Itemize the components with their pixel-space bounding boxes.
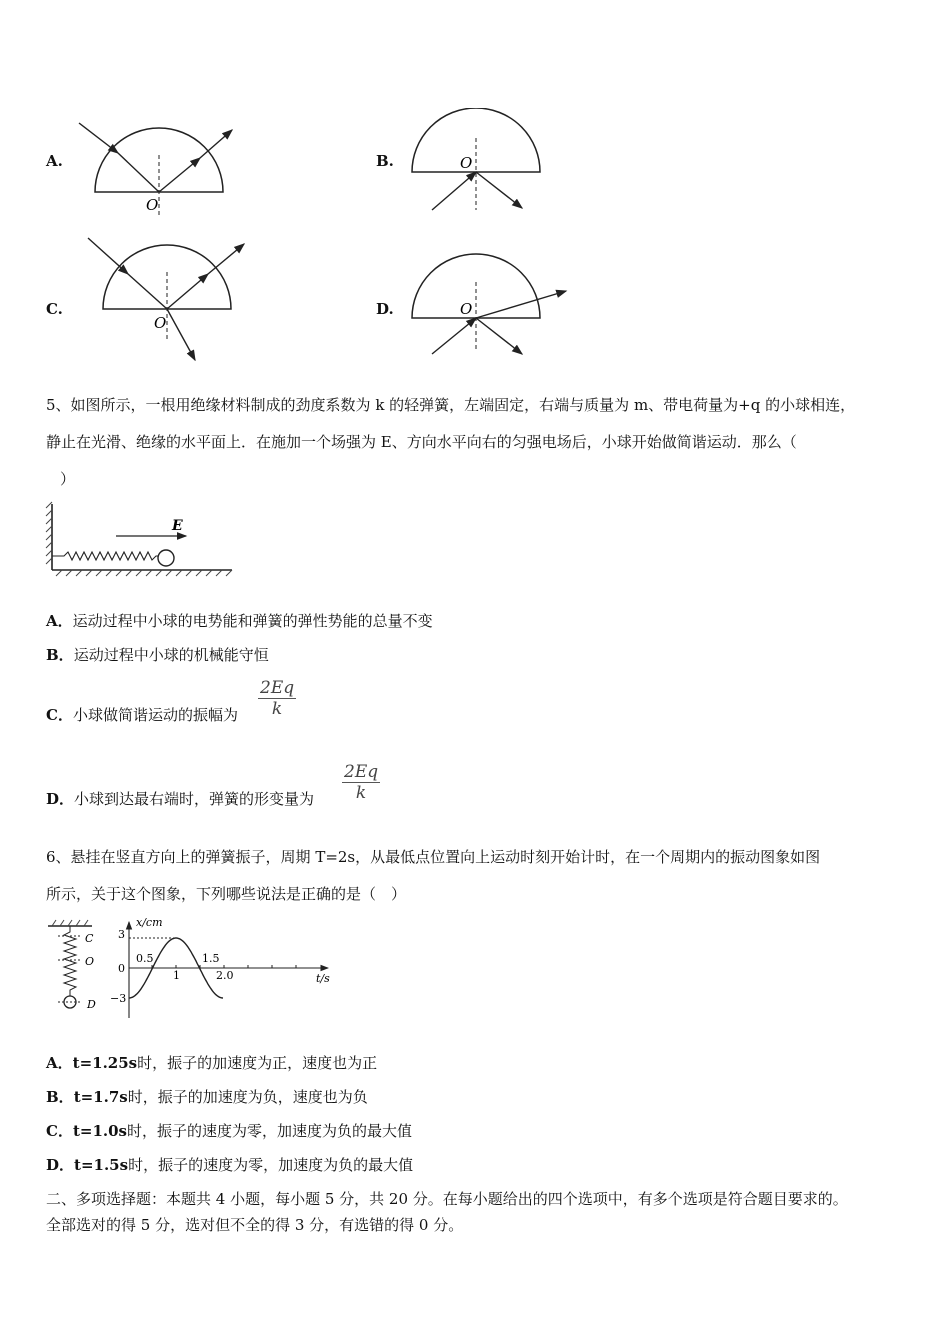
origin-label: O [154, 314, 167, 332]
semicircle-glass [103, 245, 231, 309]
incident-ray [432, 172, 476, 210]
y-axis-label: x/cm [136, 916, 163, 929]
charged-ball [158, 550, 174, 566]
wall-hatching [46, 502, 52, 564]
q5-option-b-label: B． [46, 646, 74, 664]
q6-oscillation-figure [44, 916, 344, 1026]
x-tick-0.5: 0.5 [136, 952, 154, 965]
q4-option-c-label[interactable]: C. [46, 300, 63, 318]
q4-option-b-figure [400, 108, 560, 218]
refracted-ray-in [118, 153, 159, 192]
q4-option-d-label[interactable]: D. [376, 300, 394, 318]
incident-ray [88, 238, 128, 274]
q6-option-d-text: 时，振子的速度为零，加速度为负的最大值 [128, 1156, 414, 1174]
reflected-ray [476, 172, 522, 208]
y-tick-0: 0 [118, 962, 125, 975]
x-tick-2.0: 2.0 [216, 969, 234, 982]
refracted-ray-down [167, 309, 195, 360]
spring [52, 552, 158, 560]
q5-option-a-label: A． [46, 612, 73, 630]
field-label: E [172, 518, 183, 534]
q5-spring-figure [44, 500, 236, 580]
q6-stem-line2: 所示，关于这个图象，下列哪些说法是正确的是（ ） [46, 885, 407, 903]
q5-option-c-label: C． [46, 706, 73, 724]
q6-option-a-text: 时，振子的加速度为正，速度也为正 [137, 1054, 378, 1072]
incident-ray [79, 123, 118, 153]
q6-stem-line1: 6、悬挂在竖直方向上的弹簧振子，周期 T=2s，从最低点位置向上运动时刻开始计时，在一个周期内的振动图象如图 [46, 848, 821, 866]
floor-hatching [56, 570, 232, 576]
q6-option-a[interactable] [46, 1053, 377, 1073]
fraction-denominator: k [271, 699, 283, 719]
q6-option-b-text: 时，振子的加速度为负，速度也为负 [127, 1088, 368, 1106]
q5-option-b-text: 运动过程中小球的机械能守恒 [73, 646, 269, 664]
reflected-ray [167, 274, 208, 309]
q5-option-d-fraction [342, 762, 380, 803]
emergent-ray [200, 130, 232, 158]
q5-option-d-text: 小球到达最右端时，弹簧的形变量为 [74, 790, 315, 808]
x-axis-label: t/s [316, 972, 330, 985]
q4-option-d-figure [400, 238, 575, 360]
q6-option-b[interactable] [46, 1087, 368, 1107]
q5-option-d-label: D． [46, 790, 75, 808]
q4-option-b-label[interactable]: B. [376, 152, 394, 170]
q5-option-c[interactable] [46, 705, 238, 725]
section2-line2: 全部选对的得 5 分，选对但不全的得 3 分，有选错的得 0 分。 [46, 1216, 464, 1234]
q6-option-d-label: D． [46, 1156, 75, 1174]
y-tick-neg3: −3 [110, 992, 127, 1005]
spring-label-o: O [85, 955, 95, 968]
q6-option-c-text: 时，振子的速度为零，加速度为负的最大值 [127, 1122, 413, 1140]
q6-option-d-time: t=1.5s [74, 1156, 129, 1174]
q6-option-c[interactable] [46, 1121, 412, 1141]
q4-option-c-figure [78, 232, 258, 364]
q5-option-a-text: 运动过程中小球的电势能和弹簧的弹性势能的总量不变 [72, 612, 433, 630]
x-tick-1.5: 1.5 [202, 952, 220, 965]
q5-stem-line3: ） [60, 470, 76, 488]
fraction-denominator: k [355, 783, 367, 803]
reflected-ray [476, 318, 522, 354]
incident-ray-in [128, 274, 167, 309]
origin-label: O [146, 196, 159, 214]
q4-option-a-label[interactable]: A. [46, 152, 63, 170]
q6-option-c-time: t=1.0s [72, 1122, 127, 1140]
semicircle-glass [95, 128, 223, 192]
q6-option-b-label: B． [46, 1088, 74, 1106]
fraction-numerator: 2Eq [260, 678, 295, 698]
origin-label: O [460, 154, 473, 172]
q6-option-a-label: A． [46, 1054, 73, 1072]
q5-option-c-fraction [258, 678, 296, 719]
q5-option-c-text: 小球做简谐运动的振幅为 [72, 706, 238, 724]
q5-stem-line1: 5、如图所示，一根用绝缘材料制成的劲度系数为 k 的轻弹簧，左端固定，右端与质量为 m、带电荷量为+q 的小球相连， [46, 396, 856, 414]
q4-option-a-figure [70, 110, 250, 220]
section2-line1: 二、多项选择题：本题共 4 小题，每小题 5 分，共 20 分。在每小题给出的四个选项中，有多个选项是符合题目要求的。 [46, 1190, 848, 1208]
q6-option-a-time: t=1.25s [72, 1054, 138, 1072]
refracted-ray-out [159, 158, 200, 192]
q6-option-c-label: C． [46, 1122, 73, 1140]
refracted-ray [476, 291, 566, 318]
fraction-numerator: 2Eq [344, 762, 379, 782]
incident-ray [432, 318, 476, 354]
q5-option-a[interactable] [46, 611, 433, 631]
y-tick-3: 3 [118, 928, 125, 941]
q6-option-b-time: t=1.7s [73, 1088, 128, 1106]
emergent-ray [208, 244, 244, 274]
x-tick-1: 1 [173, 969, 180, 982]
spring-label-d: D [87, 998, 96, 1011]
spring-label-c: C [85, 932, 94, 945]
q5-stem-line2: 静止在光滑、绝缘的水平面上．在施加一个场强为 E、方向水平向右的匀强电场后，小球开始做简谐运动．那么（ [46, 433, 797, 451]
q5-option-d[interactable] [46, 789, 314, 809]
origin-label: O [460, 300, 473, 318]
q5-option-b[interactable] [46, 645, 269, 665]
q6-option-d[interactable] [46, 1155, 413, 1175]
